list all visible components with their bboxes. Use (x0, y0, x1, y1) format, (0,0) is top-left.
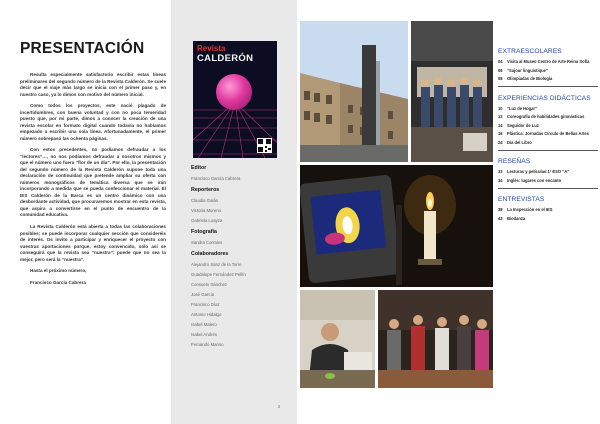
toc-item[interactable] (498, 76, 598, 81)
students-award-photo (411, 21, 493, 162)
presentation-paragraph-2: Como todos los proyectos, este nació plagado de incertidumbres, con buena voluntad y con no poca temeridad puesto que, por mi parte, dimos a conocer la creación de una revista escolar en formato digital cuando todavía no habíamos empezado a escribir una sola línea. Afortunadamente, el primer número sobrepasó las ochenta páginas. (20, 103, 166, 141)
toc-item[interactable] (498, 178, 598, 183)
toc-item-title: Inglés: lugares con encanto (507, 177, 562, 183)
credit-name: Francisco Díaz (191, 302, 220, 307)
cover-sphere (216, 74, 252, 110)
page-number: 2 (278, 404, 281, 409)
toc-item[interactable] (498, 131, 598, 136)
section-divider (498, 150, 598, 151)
credit-name: Guadalupe Fernández Pellín (191, 272, 246, 277)
presentation-paragraph-5: Hasta el próximo número, (30, 268, 87, 274)
toc-item[interactable] (498, 169, 598, 174)
toc-item-title: Coreografía de habilidades gimnásticas (507, 114, 585, 120)
section-heading-entrevistas: ENTREVISTAS (498, 196, 545, 204)
magazine-cover-image (193, 41, 277, 158)
toc-item[interactable] (498, 114, 598, 119)
credit-name: Alejandro Sanz de la Torre (191, 262, 242, 267)
toc-item-title: Visita al Museo Centro de Arte Reina Sofía (507, 59, 590, 64)
toc-page-number: 16 (498, 131, 503, 137)
interview-photo (300, 290, 375, 388)
toc-item[interactable] (498, 68, 598, 73)
toc-item-title: Día del Libro (507, 139, 532, 145)
toc-page-number: 04 (498, 59, 503, 64)
credit-name: Gabriela Loayza (191, 218, 223, 223)
toc-page-number: 33 (498, 169, 503, 175)
section-divider (498, 188, 598, 189)
section-heading-resenas: RESEÑAS (498, 158, 531, 166)
cover-title-calderon: CALDERÓN (197, 53, 254, 64)
presentation-paragraph-3: Con estos precedentes, no podíamos defraudar a los “lectores”…, no nos podíamos defraudar a nosotros mismos y que el número uno fuera “flor de un día”. Por ello, la presentación del segundo número de la Revista Calderón supone toda una declaración de continuidad que pretende ampliar su oferta con números monográficos de temática diversa que se irán incorporando a medida que se pueda confeccionar el material. El IES Calderón de la Barca es un centro dinámico con una desbordante actividad, que procuraremos mostrar en esta revista, que aspira a convertirse en el punto de encuentro de la comunidad educativa. (20, 147, 166, 218)
toc-item[interactable] (498, 216, 598, 221)
toc-page-number: 06 (498, 67, 503, 73)
credit-role-reporters: Reporteros (191, 187, 220, 193)
museum-building-photo (300, 21, 408, 162)
credit-name: Victoria Moreno (191, 208, 222, 213)
credit-role-editor: Editor (191, 165, 207, 171)
toc-item-title: “Sajour linguistique” (507, 67, 548, 73)
toc-page-number: 38 (498, 207, 503, 213)
credit-name: Fernando Manso (191, 342, 224, 347)
credit-role-photography: Fotografía (191, 229, 217, 235)
credit-name: José García (191, 292, 215, 297)
credit-name: Isabel Andrés (191, 332, 218, 337)
toc-item[interactable] (498, 123, 598, 128)
toc-page-number: 24 (498, 139, 503, 145)
thermal-camera-candle-photo (300, 165, 493, 287)
credit-name: Sandra Corrales (191, 240, 223, 245)
toc-page-number: 34 (498, 177, 503, 183)
toc-item-title: Lecturas y películas:1º ESO “A” (507, 169, 570, 175)
toc-item-title: “Luz de Hogar” (507, 105, 538, 111)
toc-page-number: 12 (498, 114, 503, 120)
toc-page-number: 10 (498, 105, 503, 111)
presentation-paragraph-4: La Revista Calderón está abierta a todas las colaboraciones posibles; se puede incorporar cualquier sección que consideréis de interés. Os invito a participar y enriquecer el proyecto con vuestras aportaciones porque, estoy convencido, sólo así se conseguirá que la revista sea “nuestra”; puede que no sea la mejor, pero será la “nuestra”. (20, 224, 166, 262)
credit-name: Isabel Malero (191, 322, 217, 327)
credit-name: Consuelo Sánchez (191, 282, 228, 287)
toc-item-title: Biodanza (507, 215, 526, 221)
presentation-paragraph-1: Resulta especialmente satisfactorio escribir estas líneas preliminares del segundo número de la Revista Calderón. Se suele decir que el viaje más largo se inicia con el primer paso y, en nuestro caso, ya lo dimos con motivo del número inicial. (20, 72, 166, 97)
credit-name: Antonio Hidalgo (191, 312, 222, 317)
toc-item-title: Olimpiadas de Biología (507, 76, 553, 81)
table-of-contents (498, 48, 598, 221)
credit-name: Francisco García Cabrera (191, 176, 241, 181)
toc-item[interactable] (498, 207, 598, 212)
toc-item[interactable] (498, 140, 598, 145)
cover-title-revista: Revista (197, 44, 226, 53)
toc-item[interactable] (498, 106, 598, 111)
toc-page-number: 14 (498, 122, 503, 128)
section-divider (498, 86, 598, 87)
toc-page-number: 43 (498, 215, 503, 221)
toc-item-title: Plástica: Jornadas Círculo de Bellas Artes (507, 131, 589, 137)
biodanza-group-photo (378, 290, 493, 388)
toc-item-title: La Inspección en el IES (507, 207, 553, 213)
credit-name: Claudia Galán (191, 198, 219, 203)
presentation-signature: Francisco García Cabrera (30, 279, 86, 285)
presentation-title: PRESENTACIÓN (20, 40, 145, 57)
section-heading-experiencias: EXPERIENCIAS DIDÁCTICAS (498, 94, 591, 102)
qr-code-icon (257, 138, 272, 153)
toc-page-number: 08 (498, 76, 503, 81)
credits-list (191, 165, 291, 347)
credit-role-collaborators: Colaboradores (191, 251, 229, 257)
toc-item-title: Seguidor de Luz (507, 122, 539, 128)
section-heading-extraescolares: EXTRAESCOLARES (498, 48, 562, 55)
toc-item[interactable] (498, 59, 598, 64)
presentation-section (20, 40, 166, 292)
